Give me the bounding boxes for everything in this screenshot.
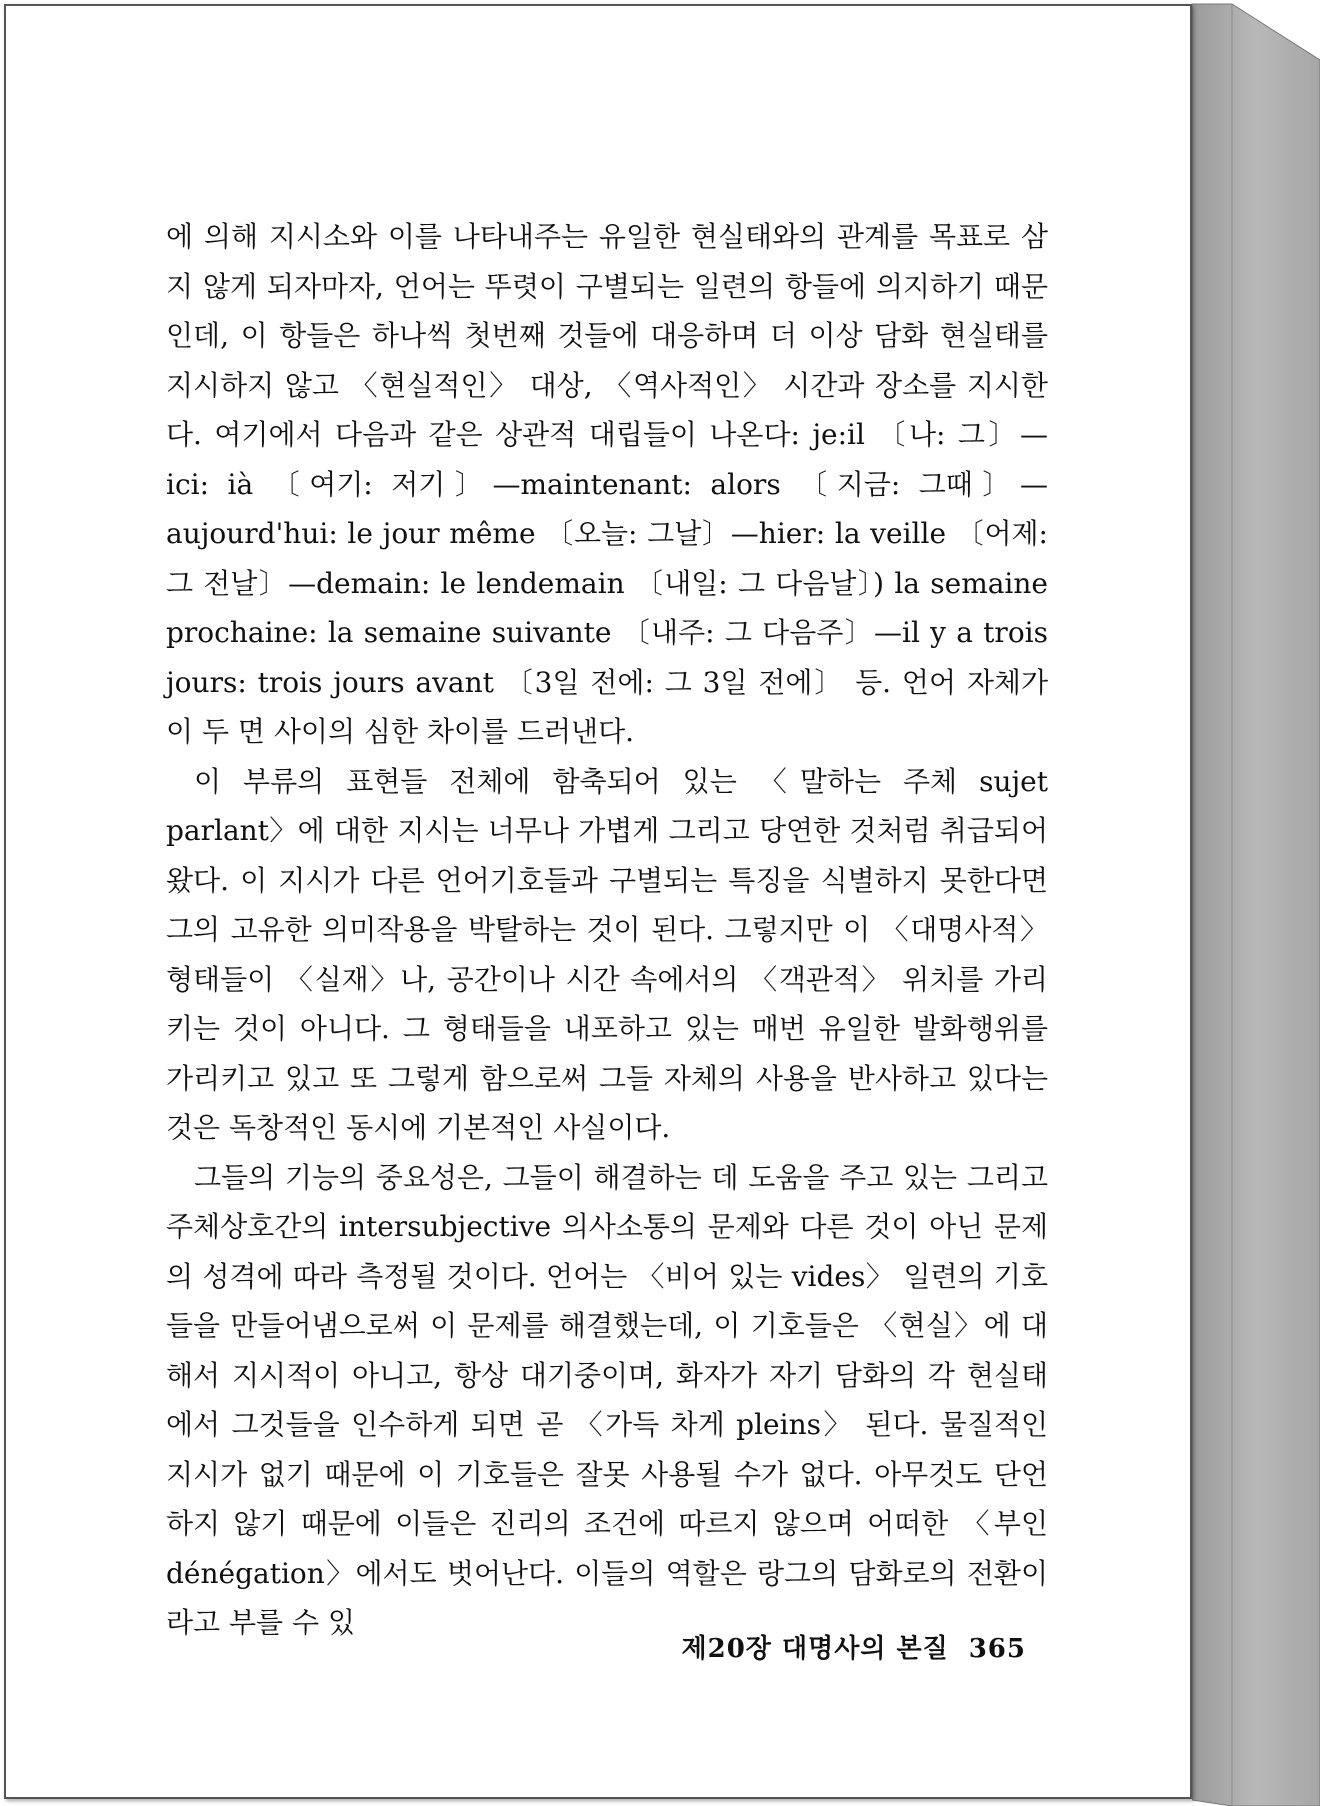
book-page [4, 4, 1192, 1799]
page-edge-spine [1192, 0, 1320, 1806]
running-footer-chapter: 제20장 대명사의 본질 [681, 1634, 949, 1664]
paragraph-3: 그들의 기능의 중요성은, 그들이 해결하는 데 도움을 주고 있는 그리고 주체상호간의 intersubjective 의사소통의 문제와 다른 것이 아닌 문제의 성격에 따라 측정될 것이다. 언어는 〈비어 있는 vides〉 일련의 기호들을 만들어냄으로써 이 문제를 해결했는데, 이 기호들은 〈현실〉에 대해서 지시적이 아니고, 항상 대기중이며, 화자가 자기 담화의 각 현실태에서 그것들을 인수하게 되면 곧 〈가득 차게 pleins〉 된다. 물질적인 지시가 없기 때문에 이 기호들은 잘못 사용될 수가 없다. 아무것도 단언하지 않기 때문에 이들은 진리의 조건에 따르지 않으며 어떠한 〈부인 dénégation〉에서도 벗어난다. 이들의 역할은 랑그의 담화로의 전환이라고 부를 수 있 [166, 1160, 1048, 1639]
paragraph-2: 이 부류의 표현들 전체에 함축되어 있는 〈말하는 주체 sujet parlant〉에 대한 지시는 너무나 가볍게 그리고 당연한 것처럼 취급되어 왔다. 이 지시가 다른 언어기호들과 구별되는 특징을 식별하지 못한다면 그의 고유한 의미작용을 박탈하는 것이 된다. 그렇지만 이 〈대명사적〉 형태들이 〈실재〉나, 공간이나 시간 속에서의 〈객관적〉 위치를 가리키는 것이 아니다. 그 형태들을 내포하고 있는 매번 유일한 발화행위를 가리키고 있고 또 그렇게 함으로써 그들 자체의 사용을 반사하고 있다는 것은 독창적인 동시에 기본적인 사실이다. [166, 764, 1048, 1144]
paragraph-1: 에 의해 지시소와 이를 나타내주는 유일한 현실태와의 관계를 목표로 삼지 않게 되자마자, 언어는 뚜렷이 구별되는 일련의 항들에 의지하기 때문인데, 이 항들은 하나씩 첫번째 것들에 대응하며 더 이상 담화 현실태를 지시하지 않고 〈현실적인〉 대상, 〈역사적인〉 시간과 장소를 지시한다. 여기에서 다음과 같은 상관적 대립들이 나온다: je:il 〔나: 그〕—ici: ià 〔여기: 저기〕—maintenant: alors 〔지금: 그때〕—aujourd'hui: le jour même 〔오늘: 그날〕—hier: la veille 〔어제: 그 전날〕—demain: le lendemain 〔내일: 그 다음날〕) la semaine prochaine: la semaine suivante 〔내주: 그 다음주〕—il y a trois jours: trois jours avant 〔3일 전에: 그 3일 전에〕 등. 언어 자체가 이 두 면 사이의 심한 차이를 드러낸다. [166, 220, 1048, 748]
page-number: 365 [968, 1634, 1026, 1664]
page-footer [656, 1628, 1026, 1665]
body-text [166, 212, 1048, 1648]
